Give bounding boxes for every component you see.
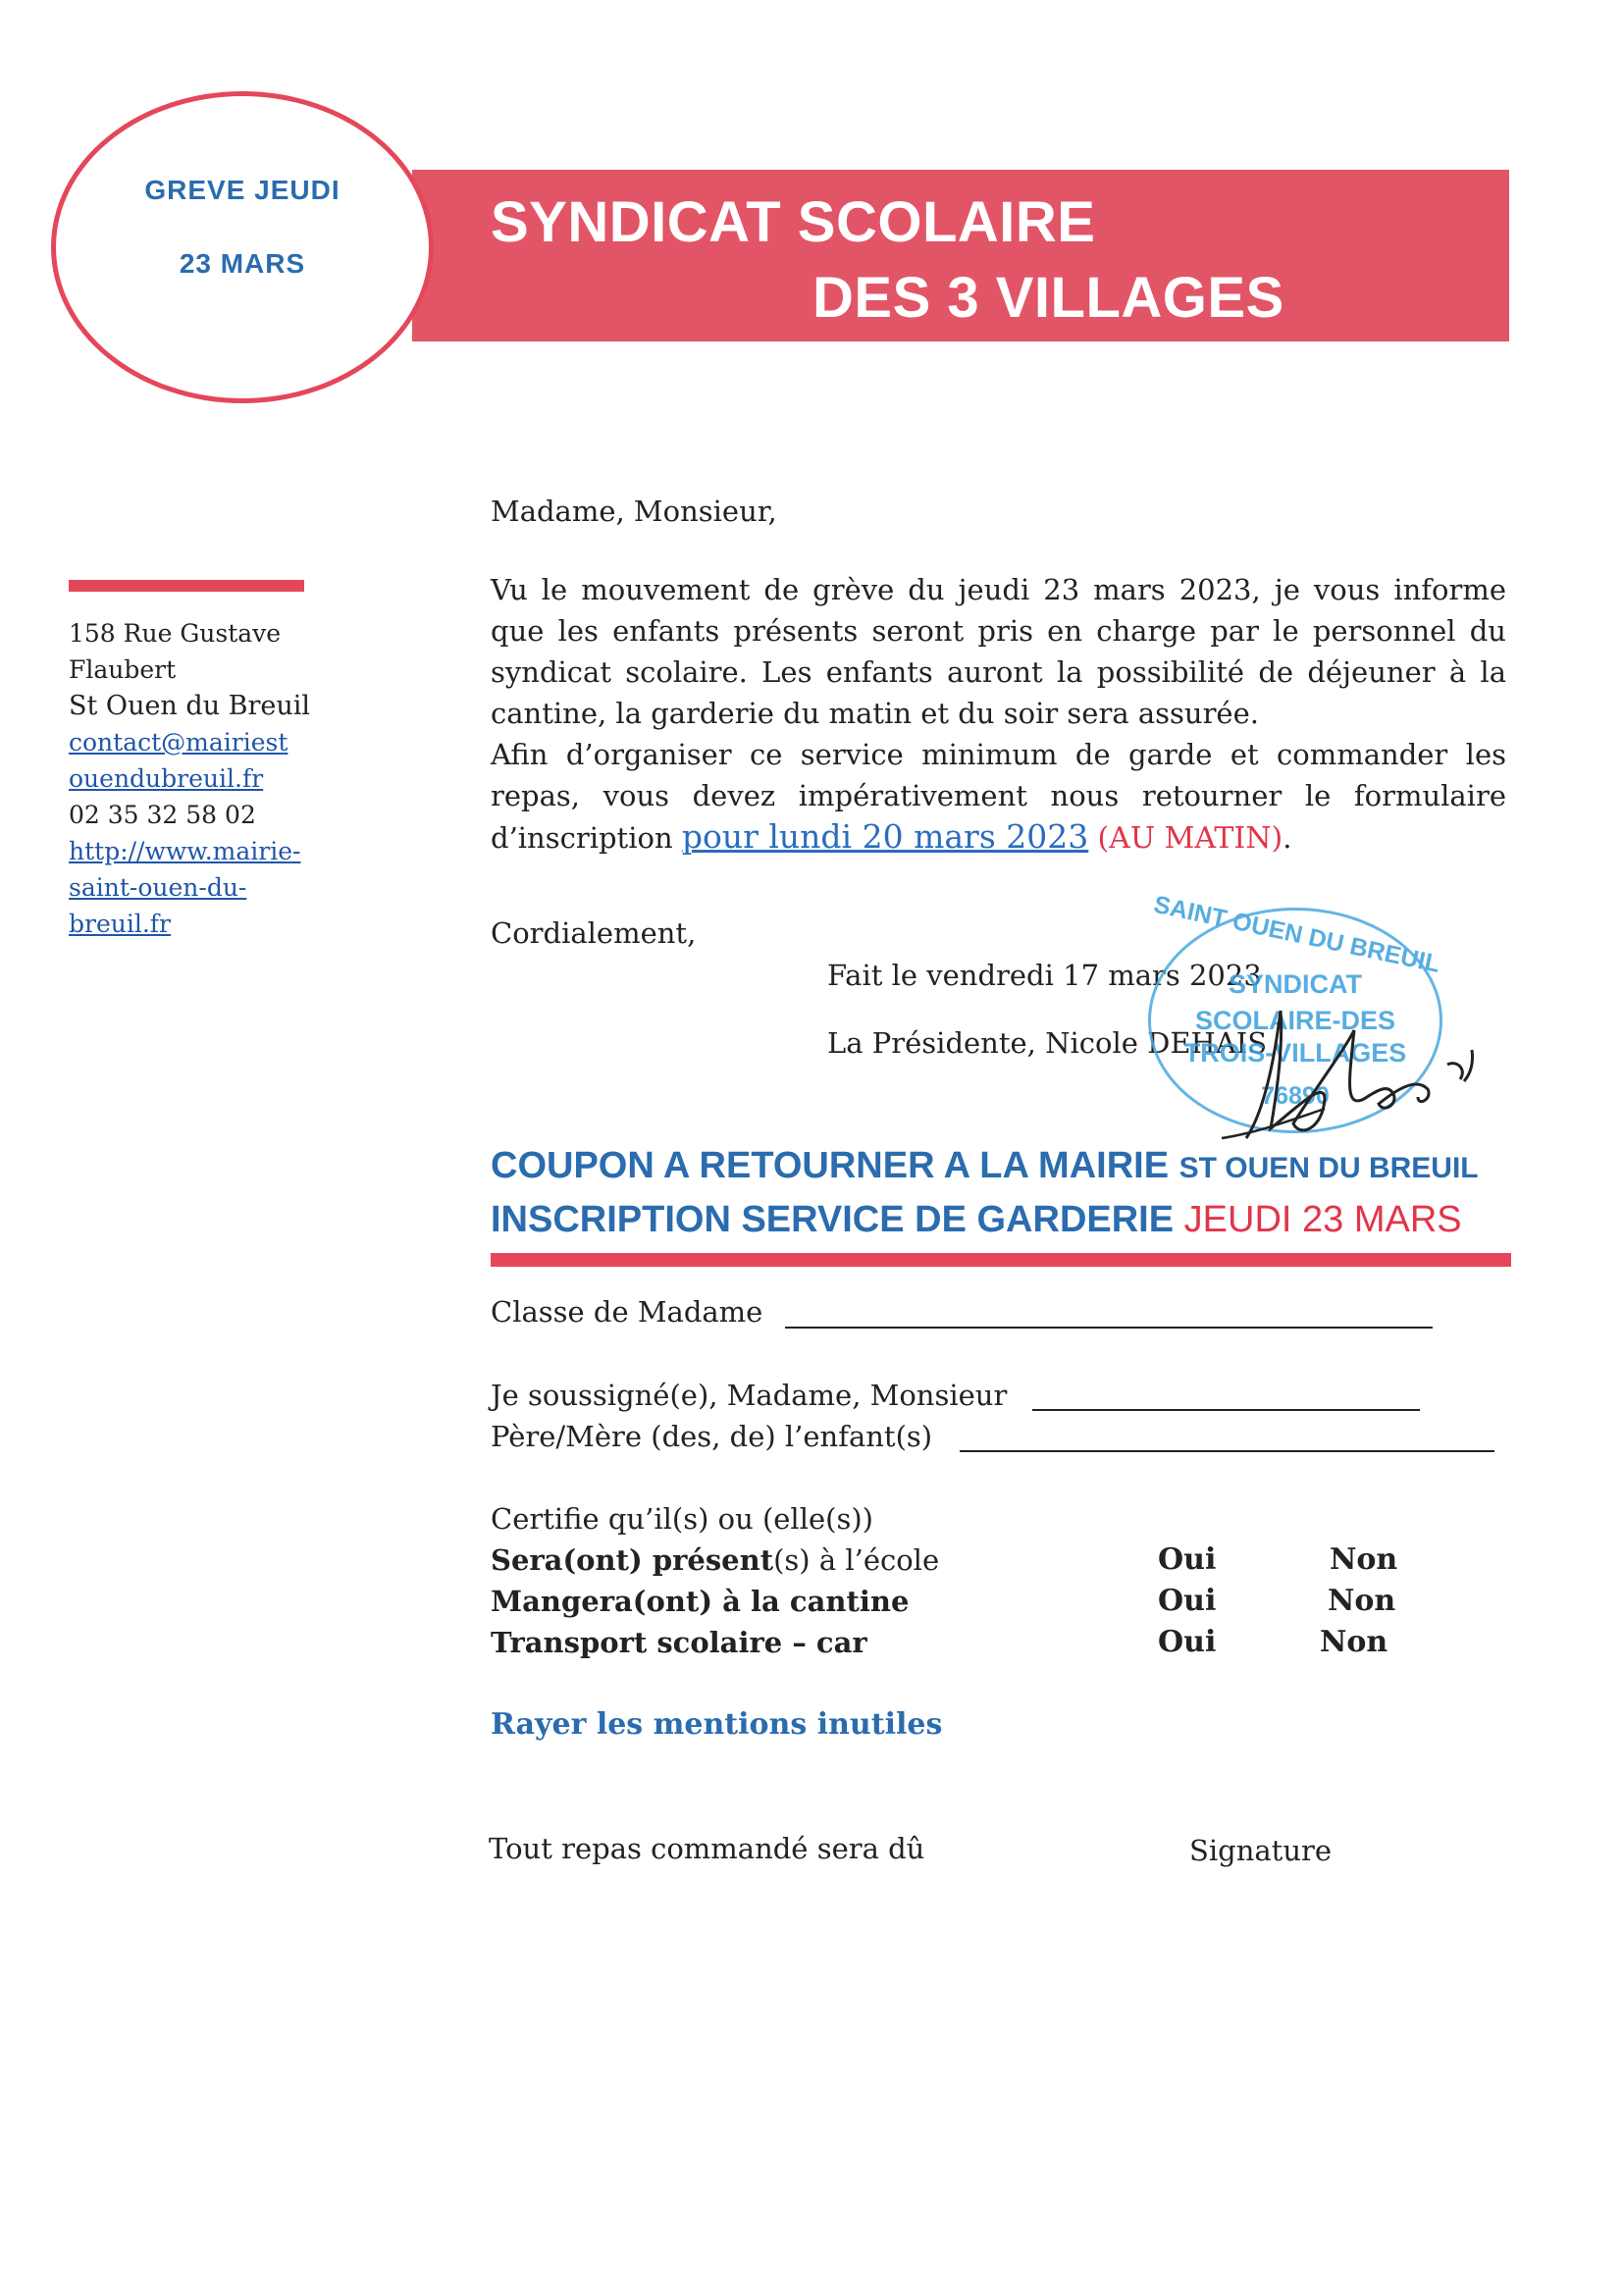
city: St Ouen du Breuil <box>69 691 311 721</box>
p2-line-3 <box>491 816 1506 860</box>
row-school-label-rest: (s) à l’école <box>773 1543 940 1577</box>
p2-line-2: repas, vous devez impérativement nous retourner le formulaire <box>491 779 1506 812</box>
ellipse-line-1: GREVE JEUDI <box>144 175 340 205</box>
p1-line-2: que les enfants présents seront pris en charge par le personnel du <box>491 614 1506 648</box>
strike-ellipse <box>51 91 434 403</box>
email-link-1[interactable]: contact@mairiest <box>69 728 288 757</box>
undersigned-field[interactable] <box>1032 1409 1420 1411</box>
handwritten-signature <box>1207 991 1531 1158</box>
letter-paragraph <box>491 569 1506 860</box>
class-field[interactable] <box>785 1327 1433 1329</box>
closing: Cordialement, <box>491 916 697 950</box>
title-line-2: DES 3 VILLAGES <box>812 266 1284 330</box>
website-link-1[interactable]: http://www.mairie- <box>69 837 301 865</box>
p1-line-1: Vu le mouvement de grève du jeudi 23 mars 2023, je vous informe <box>491 573 1506 606</box>
parent-field[interactable] <box>960 1450 1494 1452</box>
coupon-title-1 <box>491 1145 1479 1187</box>
row-transport-label: Transport scolaire – car <box>491 1626 867 1659</box>
class-label: Classe de Madame <box>491 1295 763 1329</box>
ellipse-line-2: 23 MARS <box>179 248 306 279</box>
sidebar-rule <box>69 580 304 592</box>
date-line: Fait le vendredi 17 mars 2023 <box>827 959 1262 992</box>
coupon-rule <box>491 1253 1511 1267</box>
parent-label: Père/Mère (des, de) l’enfant(s) <box>491 1420 933 1453</box>
title-banner <box>412 170 1509 341</box>
school-yes[interactable]: Oui <box>1158 1542 1217 1577</box>
row-canteen-label: Mangera(ont) à la cantine <box>491 1585 910 1618</box>
strike-note: Rayer les mentions inutiles <box>491 1707 943 1742</box>
coupon-title-1-main: COUPON A RETOURNER A LA MAIRIE <box>491 1145 1170 1186</box>
deadline-note: (AU MATIN) <box>1097 821 1283 856</box>
p2-line-3-text: d’inscription <box>491 821 673 855</box>
signature-label: Signature <box>1189 1834 1333 1867</box>
coupon-title-2-red: JEUDI 23 MARS <box>1183 1199 1462 1240</box>
stamp-line-3: TROIS-VILLAGES <box>1183 1038 1407 1068</box>
stamp-line-1: SYNDICAT <box>1228 969 1362 999</box>
salutation: Madame, Monsieur, <box>491 495 777 528</box>
p2-line-1: Afin d’organiser ce service minimum de garde et commander les <box>491 738 1506 771</box>
sidebar-contact <box>69 615 363 942</box>
address-line-1: 158 Rue Gustave <box>69 619 282 648</box>
stamp-postcode: 76890 <box>1261 1082 1330 1110</box>
p1-line-3: syndicat scolaire. Les enfants auront la possibilité de déjeuner à la <box>491 655 1506 689</box>
certify-label: Certifie qu’il(s) ou (elle(s)) <box>491 1502 873 1536</box>
transport-yes[interactable]: Oui <box>1158 1625 1217 1659</box>
row-school-label-bold: Sera(ont) présent <box>491 1543 774 1577</box>
canteen-yes[interactable]: Oui <box>1158 1584 1217 1618</box>
website-link-2[interactable]: saint-ouen-du- <box>69 873 247 902</box>
address-line-2: Flaubert <box>69 655 177 684</box>
stamp-arc: SAINT OUEN DU BREUIL <box>1151 890 1442 978</box>
website-link-3[interactable]: breuil.fr <box>69 910 171 938</box>
p1-line-4: cantine, la garderie du matin et du soir sera assurée. <box>491 697 1259 730</box>
signatory: La Présidente, Nicole DEHAIS <box>827 1026 1268 1060</box>
meal-note: Tout repas commandé sera dû <box>489 1832 925 1865</box>
period: . <box>1283 821 1292 855</box>
deadline: pour lundi 20 mars 2023 <box>681 817 1089 856</box>
coupon-title-1-small: ST OUEN DU BREUIL <box>1178 1152 1479 1184</box>
school-no[interactable]: Non <box>1330 1542 1398 1577</box>
canteen-no[interactable]: Non <box>1328 1584 1396 1618</box>
transport-no[interactable]: Non <box>1320 1625 1388 1659</box>
form-row-school <box>491 1539 939 1581</box>
coupon-title-2-main: INSCRIPTION SERVICE DE GARDERIE <box>491 1199 1175 1240</box>
phone: 02 35 32 58 02 <box>69 801 256 829</box>
email-link-2[interactable]: ouendubreuil.fr <box>69 764 264 793</box>
undersigned-label: Je soussigné(e), Madame, Monsieur <box>491 1379 1008 1412</box>
coupon-title-2 <box>491 1199 1462 1241</box>
title-line-1: SYNDICAT SCOLAIRE <box>491 190 1096 254</box>
stamp-line-2: SCOLAIRE-DES <box>1194 1006 1396 1035</box>
